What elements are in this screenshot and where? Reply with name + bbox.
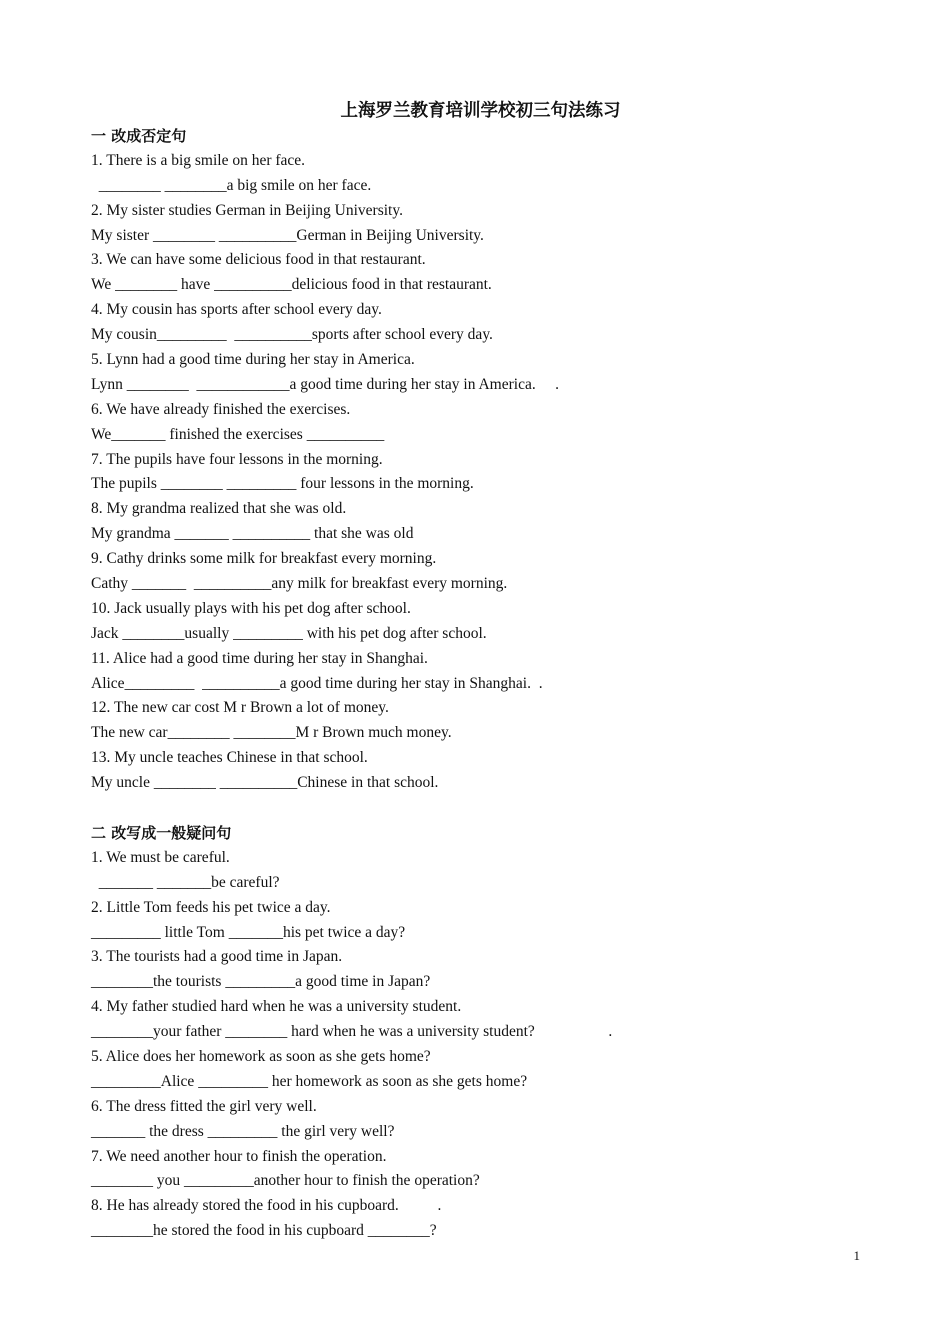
exercise-original-sentence: 3. The tourists had a good time in Japan. <box>91 948 343 966</box>
section-heading: 二 改写成一般疑问句 <box>91 823 232 842</box>
exercise-original-sentence: 4. My father studied hard when he was a university student. <box>91 998 462 1016</box>
exercise-rewrite-line: _________ little Tom _______his pet twice a day? <box>91 923 406 941</box>
exercise-original-sentence: 8. My grandma realized that she was old. <box>91 500 347 518</box>
exercise-original-sentence: 1. We must be careful. <box>91 848 230 866</box>
exercise-rewrite-line: Jack ________usually _________ with his pet dog after school. <box>91 624 487 642</box>
exercise-rewrite-line: ________ you _________another hour to finish the operation? <box>91 1172 480 1190</box>
document-title: 上海罗兰教育培训学校初三句法练习 <box>340 100 621 120</box>
exercise-original-sentence: 2. My sister studies German in Beijing University. <box>91 201 403 219</box>
exercise-rewrite-line: Lynn ________ ____________a good time during her stay in America. . <box>91 375 559 393</box>
exercise-rewrite-line: The pupils ________ _________ four lessons in the morning. <box>91 475 474 493</box>
exercise-original-sentence: 12. The new car cost M r Brown a lot of money. <box>91 699 389 717</box>
exercise-original-sentence: 4. My cousin has sports after school every day. <box>91 301 382 319</box>
exercise-original-sentence: 7. The pupils have four lessons in the morning. <box>91 450 383 468</box>
section-general-questions <box>91 821 860 1244</box>
exercise-original-sentence: 10. Jack usually plays with his pet dog after school. <box>91 599 411 617</box>
exercise-rewrite-line: _________Alice _________ her homework as soon as she gets home? <box>91 1072 528 1090</box>
exercise-original-sentence: 5. Alice does her homework as soon as she gets home? <box>91 1047 431 1065</box>
exercise-original-sentence: 5. Lynn had a good time during her stay in America. <box>91 351 415 369</box>
exercise-rewrite-line: ________ ________a big smile on her face. <box>91 176 372 194</box>
exercise-rewrite-line: _______ _______be careful? <box>91 873 280 891</box>
exercise-rewrite-line: ________your father ________ hard when he was a university student? . <box>91 1023 613 1041</box>
exercise-rewrite-line: The new car________ ________M r Brown much money. <box>91 724 452 742</box>
exercise-rewrite-line: My grandma _______ __________ that she was old <box>91 525 414 543</box>
exercise-rewrite-line: We_______ finished the exercises __________ <box>91 425 385 443</box>
section-spacer <box>91 796 860 821</box>
section-negative-sentences <box>91 124 860 796</box>
exercise-original-sentence: 8. He has already stored the food in his cupboard. . <box>91 1197 442 1215</box>
exercise-rewrite-line: My uncle ________ __________Chinese in that school. <box>91 774 439 792</box>
exercise-original-sentence: 2. Little Tom feeds his pet twice a day. <box>91 898 331 916</box>
exercise-rewrite-line: We ________ have __________delicious food in that restaurant. <box>91 276 492 294</box>
exercise-rewrite-line: My cousin_________ __________sports after school every day. <box>91 326 493 344</box>
exercise-original-sentence: 6. The dress fitted the girl very well. <box>91 1097 317 1115</box>
exercise-original-sentence: 3. We can have some delicious food in that restaurant. <box>91 251 426 269</box>
exercise-rewrite-line: _______ the dress _________ the girl very well? <box>91 1122 395 1140</box>
exercise-rewrite-line: ________he stored the food in his cupboard ________? <box>91 1222 437 1240</box>
exercise-original-sentence: 7. We need another hour to finish the operation. <box>91 1147 387 1165</box>
exercise-original-sentence: 6. We have already finished the exercises. <box>91 400 351 418</box>
exercise-rewrite-line: Alice_________ __________a good time during her stay in Shanghai. . <box>91 674 543 692</box>
exercise-rewrite-line: ________the tourists _________a good time in Japan? <box>91 973 431 991</box>
page-number: 1 <box>853 1248 860 1263</box>
exercise-original-sentence: 13. My uncle teaches Chinese in that school. <box>91 749 368 767</box>
exercise-original-sentence: 11. Alice had a good time during her stay in Shanghai. <box>91 649 428 667</box>
exercise-original-sentence: 1. There is a big smile on her face. <box>91 151 306 169</box>
exercise-rewrite-line: My sister ________ __________German in Beijing University. <box>91 226 484 244</box>
section-heading: 一 改成否定句 <box>91 127 187 145</box>
exercise-rewrite-line: Cathy _______ __________any milk for breakfast every morning. <box>91 575 508 593</box>
exercise-original-sentence: 9. Cathy drinks some milk for breakfast every morning. <box>91 550 437 568</box>
